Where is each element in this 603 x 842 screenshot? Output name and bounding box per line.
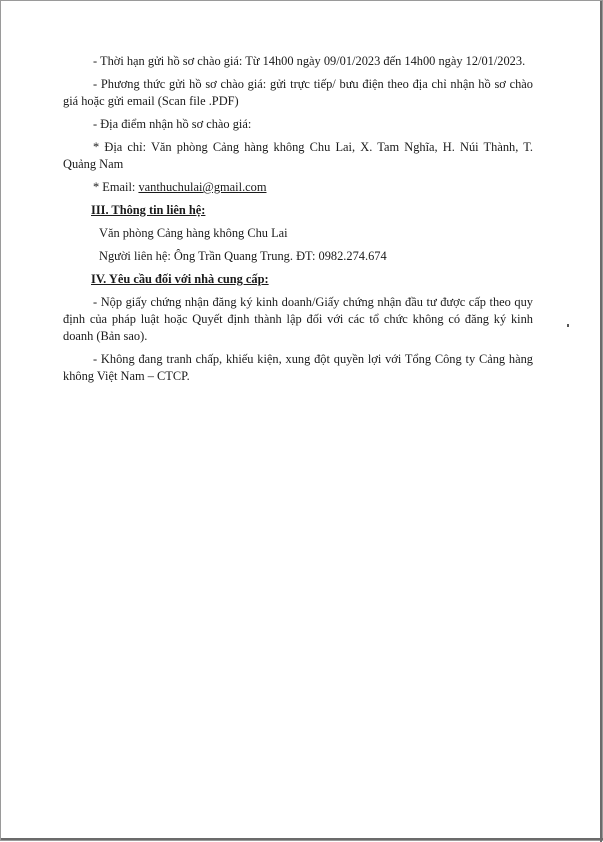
page-shadow-bottom bbox=[1, 838, 603, 840]
requirement-1: - Nộp giấy chứng nhận đăng ký kinh doanh/Giấy chứng nhận đầu tư được cấp theo quy định của pháp luật hoặc Quyết định thành lập đối với các tổ chức không có đăng ký kinh doanh (Bản sao). bbox=[63, 295, 533, 343]
contact-person: Người liên hệ: Ông Trần Quang Trung. ĐT: 0982.274.674 bbox=[99, 249, 387, 263]
scan-speck bbox=[567, 324, 569, 327]
email-label: * Email: bbox=[93, 180, 136, 194]
requirement-2: - Không đang tranh chấp, khiếu kiện, xung đột quyền lợi với Tổng Công ty Cảng hàng không Việt Nam – CTCP. bbox=[63, 352, 533, 383]
section-3-heading: III. Thông tin liên hệ: bbox=[91, 203, 206, 217]
location-label: - Địa điểm nhận hồ sơ chào giá: bbox=[93, 117, 252, 131]
document-body bbox=[63, 53, 533, 391]
section-4-heading: IV. Yêu cầu đối với nhà cung cấp: bbox=[91, 272, 269, 286]
email-paragraph bbox=[63, 179, 533, 196]
deadline-paragraph: - Thời hạn gửi hồ sơ chào giá: Từ 14h00 ngày 09/01/2023 đến 14h00 ngày 12/01/2023. bbox=[93, 54, 526, 68]
email-link[interactable]: vanthuchulai@gmail.com bbox=[138, 180, 267, 194]
method-paragraph: - Phương thức gửi hồ sơ chào giá: gửi trực tiếp/ bưu điện theo địa chỉ nhận hồ sơ chào giá hoặc gửi email (Scan file .PDF) bbox=[63, 77, 533, 108]
page-shadow-right bbox=[600, 1, 602, 842]
contact-office: Văn phòng Cảng hàng không Chu Lai bbox=[99, 226, 288, 240]
address-paragraph: * Địa chỉ: Văn phòng Cảng hàng không Chu Lai, X. Tam Nghĩa, H. Núi Thành, T. Quảng Nam bbox=[63, 140, 533, 171]
